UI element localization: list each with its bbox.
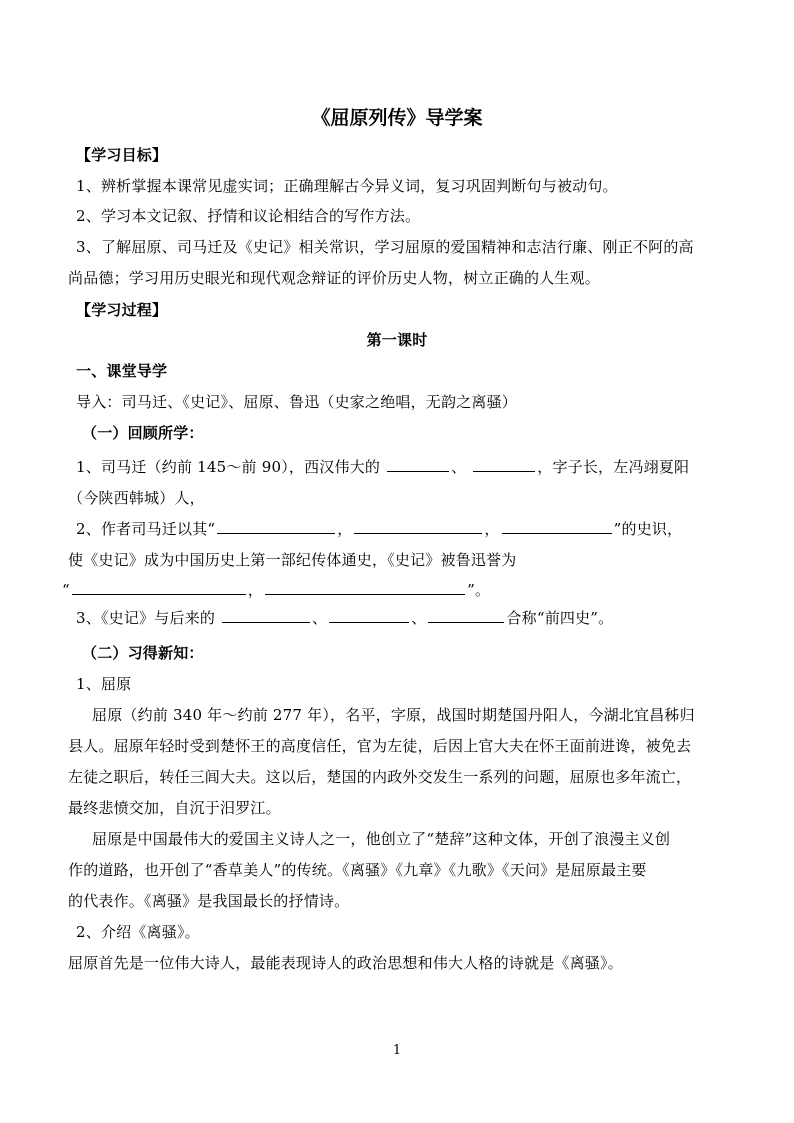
q3-blank-3[interactable] [428,608,504,623]
q3-sep-1: 、 [312,609,328,627]
paragraph-1-line-1: 屈原（约前 340 年～约前 277 年），名平，字原，战国时期楚国丹阳人，今湖北宜昌秭归 [92,706,695,724]
question-2-line-2: 使《史记》成为中国历史上第一部纪传体通史，《史记》被鲁迅誉为 [68,551,517,569]
q2c-blank-2[interactable] [265,580,465,595]
question-2-line-1 [76,519,726,539]
question-2-line-3 [62,580,712,600]
q3-blank-2[interactable] [329,608,409,623]
review-heading: （一）回顾所学： [82,424,204,442]
paragraph-2-line-2: 作的道路，也开创了“香草美人”的传统。《离骚》《九章》《九歌》《天问》是屈原最主要 [68,861,647,879]
q2-text-post: ”的史识， [613,520,683,538]
paragraph-1-line-3: 左徒之职后，转任三闾大夫。这以后，楚国的内政外交发生一系列的问题，屈原也多年流亡， [68,768,692,786]
q1-text-pre: 1、司马迁（约前 145～前 90），西汉伟大的 [76,458,381,476]
paragraph-2-line-1: 屈原是中国最伟大的爱国主义诗人之一，他创立了“楚辞”这种文体，开创了浪漫主义创 [92,830,671,848]
q2c-sep: ， [247,581,264,599]
lesson-heading: 第一课时 [366,331,428,349]
paragraph-1-line-4: 最终悲愤交加，自沉于汨罗江。 [68,799,281,817]
new-knowledge-heading: （二）习得新知： [82,644,204,662]
q1-blank-2[interactable] [473,457,535,472]
q3-text-post: 合称“前四史”。 [506,609,614,627]
q2c-close-quote: ”。 [467,581,491,599]
paragraph-2-line-3: 的代表作。《离骚》是我国最长的抒情诗。 [68,892,350,910]
q3-sep-2: 、 [411,609,427,627]
q2-blank-1[interactable] [217,519,335,534]
question-1-line-1 [76,457,726,477]
document-title: 《屈原列传》导学案 [311,107,483,129]
item-1-heading: 1、屈原 [76,675,132,693]
goals-header: 【学习目标】 [76,146,168,164]
process-header: 【学习过程】 [76,301,168,319]
q2-sep-1: ， [337,520,353,538]
question-1-line-2: （今陕西韩城）人， [68,489,205,507]
intro-line: 导入：司马迁、《史记》、屈原、鲁迅（史家之绝唱，无韵之离骚） [76,393,518,411]
q3-blank-1[interactable] [222,608,310,623]
q2c-blank-1[interactable] [72,580,246,595]
item-2-heading: 2、介绍《离骚》。 [76,923,200,941]
q2-blank-3[interactable] [502,519,612,534]
q1-sep: 、 [451,458,467,476]
goal-1: 1、辨析掌握本课常见虚实词；正确理解古今异义词，复习巩固判断句与被动句。 [76,177,618,195]
goal-3-line-1: 3、了解屈原、司马迁及《史记》相关常识，学习屈原的爱国精神和志洁行廉、刚正不阿的高 [76,238,694,256]
q2c-open-quote: “ [62,581,70,599]
q1-blank-1[interactable] [387,457,449,472]
paragraph-1-line-2: 县人。屈原年轻时受到楚怀王的高度信任，官为左徒，后因上官大夫在怀王面前进谗，被免去 [68,737,692,755]
q2-blank-2[interactable] [354,519,482,534]
q1-text-post: ，字子长，左冯翊夏阳 [537,458,690,476]
part-1-heading: 一、课堂导学 [76,362,168,380]
q2-sep-2: ， [484,520,500,538]
goal-2: 2、学习本文记叙、抒情和议论相结合的写作方法。 [76,207,421,225]
q3-text-pre: 3、《史记》与后来的 [76,609,216,627]
question-3 [76,608,726,628]
page-number: 1 [392,1043,402,1058]
q2-text-pre: 2、作者司马迁以其“ [76,520,216,538]
goal-3-line-2: 尚品德；学习用历史眼光和现代观念辩证的评价历史人物，树立正确的人生观。 [68,269,601,287]
paragraph-3: 屈原首先是一位伟大诗人，最能表现诗人的政治思想和伟大人格的诗就是《离骚》。 [68,954,623,972]
